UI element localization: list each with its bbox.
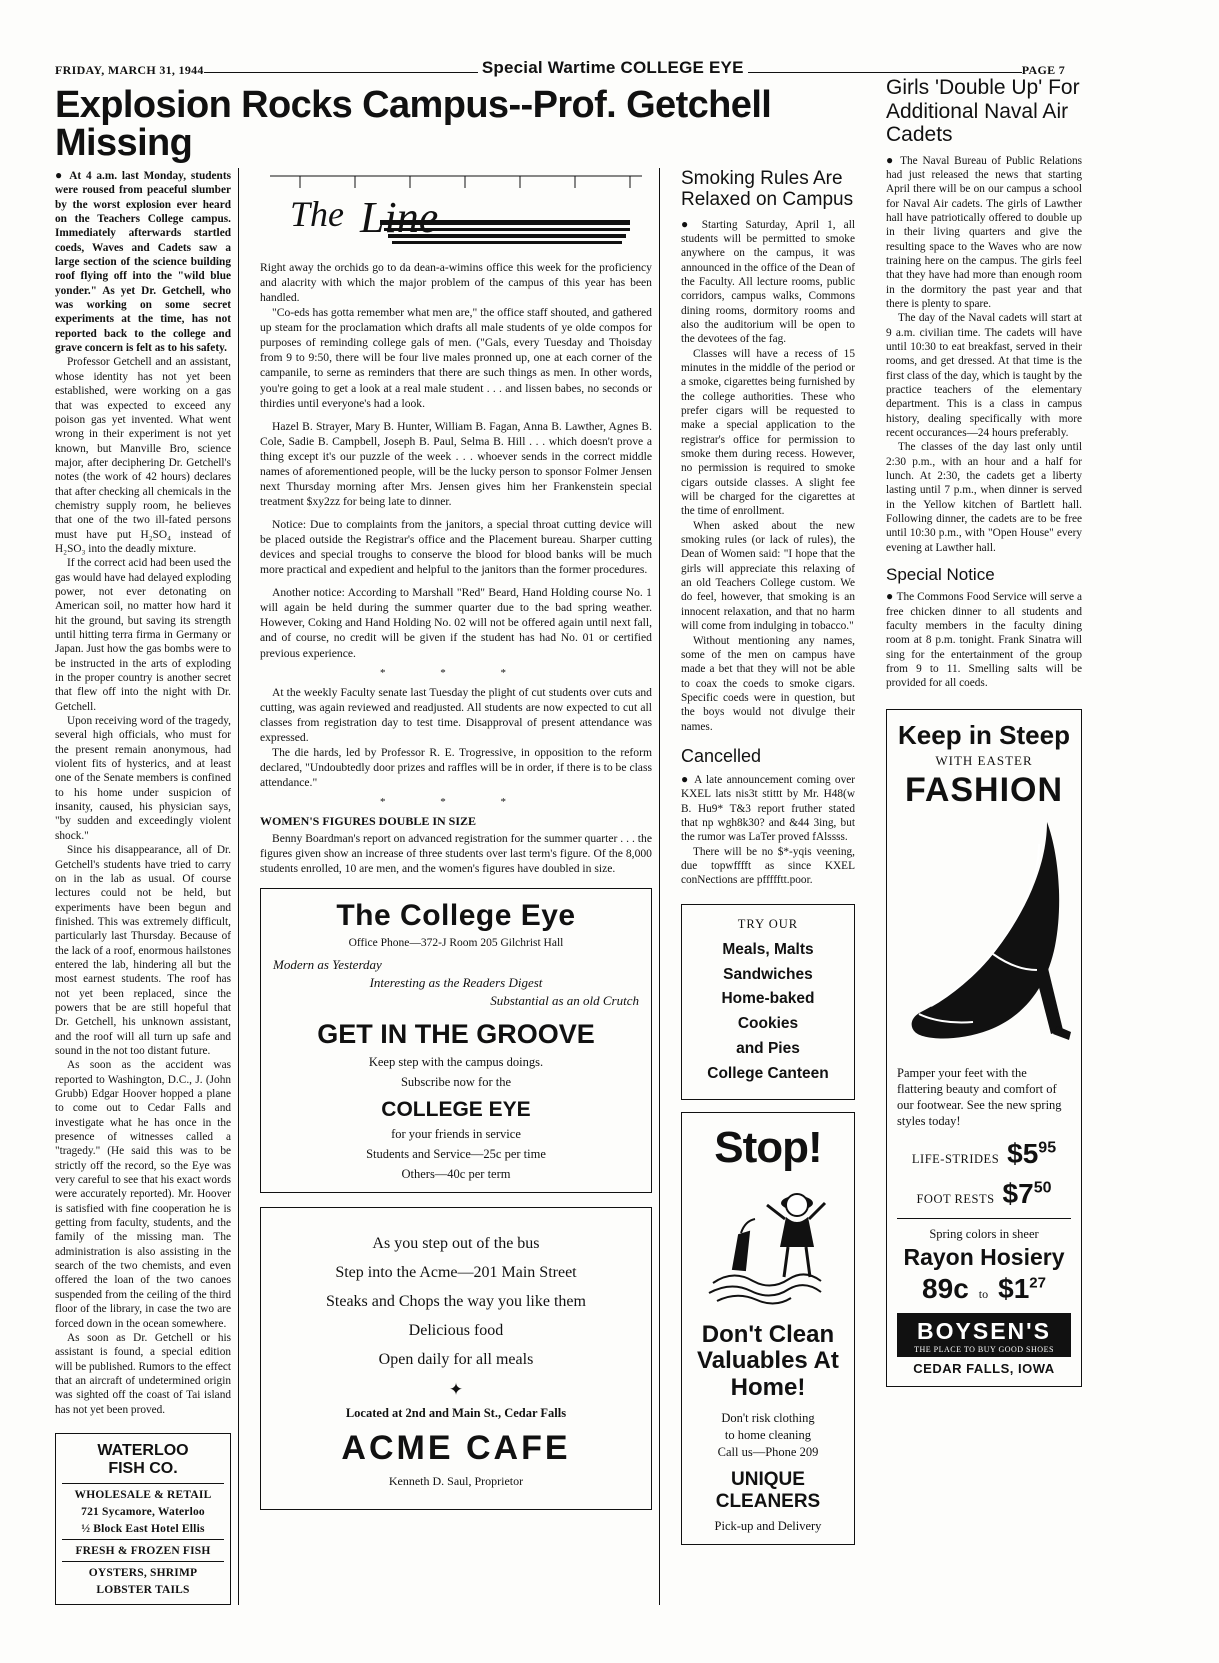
girls-headline: Girls 'Double Up' For Additional Naval Air Cadets bbox=[886, 76, 1080, 147]
store-city: CEDAR FALLS, IOWA bbox=[913, 1360, 1055, 1376]
smoking-paragraph: Without mentioning any names, some of the men on campus have made a bet that they will not be able to coax the coeds to smoke cigars. Specific coeds were in question, but the boys would not divulge their names. bbox=[680, 634, 855, 733]
divider bbox=[62, 1561, 224, 1562]
cleaners-name: UNIQUE CLEANERS bbox=[715, 1468, 821, 1512]
shoe-illustration bbox=[897, 814, 1071, 1059]
special-notice-headline: Special Notice bbox=[886, 565, 995, 585]
canteen-name: College Canteen bbox=[707, 1064, 829, 1082]
story-paragraph: As soon as Dr. Getchell or his assistant is found, a special edition will be published. Rumors to the effect that an aircraft of undetermined origin was sighted off the coast of Tai island has not yet been proved. bbox=[55, 1331, 231, 1416]
masthead-rule-right bbox=[748, 72, 1022, 73]
acme-line: Steaks and Chops the way you like them bbox=[326, 1293, 586, 1311]
ad-college-eye[interactable] bbox=[260, 888, 652, 1193]
story-paragraph: Since his disappearance, all of Dr. Getchell's students have tried to carry on in the lab as usual. Of course lectures could not be held, but experiments have been begun and finished. This was extremely difficult, particularly last Thursday. Because of the lack of a roof, enormous hailstones entered the lab, hindering all but the most earnest students. The roof has not yet been replaced, since the powers that be are still hopeful that Dr. Getchell, his unknown assistant, and the roof will all turn up safe and sound in the not too distant future. bbox=[55, 844, 231, 1057]
store-logo bbox=[897, 1313, 1071, 1357]
waterloo-line4: FRESH & FROZEN FISH bbox=[75, 1544, 211, 1557]
college-eye-line2: Subscribe now for the bbox=[400, 1075, 511, 1090]
masthead-date: FRIDAY, MARCH 31, 1944 bbox=[55, 63, 204, 77]
acme-line: Open daily for all meals bbox=[378, 1351, 534, 1369]
college-eye-tag3: Substantial as an old Crutch bbox=[490, 993, 639, 1009]
waterloo-line3: ½ Block East Hotel Ellis bbox=[81, 1522, 205, 1535]
waterloo-line6: LOBSTER TAILS bbox=[96, 1583, 190, 1596]
ad-unique-cleaners[interactable] bbox=[681, 1112, 855, 1545]
college-eye-phone: Office Phone—372-J Room 205 Gilchrist Hall bbox=[348, 937, 564, 950]
hosiery-name: Rayon Hosiery bbox=[903, 1243, 1065, 1270]
waterloo-line1: WHOLESALE & RETAIL bbox=[74, 1488, 212, 1501]
hosiery-price-high: $\$1^{27}$ bbox=[998, 1272, 1046, 1304]
masthead-page: PAGE 7 bbox=[1021, 63, 1065, 77]
smoking-paragraph: When asked about the new smoking rules (or lack of rules), the Dean of Women said: "I hope that the girls will appreciate this relaxing of an old Teachers College custom. We do feel, however, that smoking is an innocent relaxation, and that no harm will come from indulging in tobacco." bbox=[680, 519, 855, 633]
hosiery-price-low: 89c bbox=[922, 1272, 969, 1304]
college-eye-tag1: Modern as Yesterday bbox=[272, 957, 382, 973]
girls-paragraph: The classes of the day last only until 2:30 p.m., with an hour and a half for lunch. At 2:30, the cadets get a liberty lasting until 7 p.m., when dinner is served in the Yellow kitchen of Bartlett hall. Following dinner, the cadets are to be free until 10:30 p.m., with "Open House" every evening at Lawther hall. bbox=[886, 441, 1082, 554]
college-eye-subname: COLLEGE EYE bbox=[381, 1098, 531, 1122]
shoe-fashion-headline: FASHION bbox=[904, 770, 1064, 809]
cleaners-illustration bbox=[690, 1173, 846, 1318]
shoe-pamper-copy: Pamper your feet with the flattering beauty and comfort of our footwear. See the new spring styles today! bbox=[897, 1065, 1062, 1129]
column-smoking-cancelled bbox=[681, 168, 855, 1605]
girls-paragraph: ● The Naval Bureau of Public Relations had just released the news that starting April there will be on our campus a school for Naval Air cadets. The girls of Lawther hall have patriotically offered to double up in their living quarters and give the resulting space to the Waves who are now training here on the campus. The girls feel that they have had more than enough room in the dormitory the past year and that there is plenty to spare. bbox=[886, 152, 1083, 310]
canteen-item: Sandwiches bbox=[723, 965, 813, 983]
college-eye-title: The College Eye bbox=[336, 899, 576, 933]
cleaners-body3: Call us—Phone 209 bbox=[717, 1444, 819, 1459]
price-value-foot-rests: $\$7^{50}$ bbox=[1002, 1177, 1052, 1209]
girls-paragraph: The day of the Naval cadets will start at 9 a.m. civilian time. The cadets will have until 10:30 to eat breakfast, served in their rooms, and get dressed. At that time is the first class of the day, which is taught by the practice teachers of the elementary department. This is a class in campus history, dealing specifically with more recent occurances—24 hours preferably. bbox=[886, 312, 1082, 440]
star-divider: * * * bbox=[379, 796, 532, 808]
line-paragraph: Hazel B. Strayer, Mary B. Hunter, William B. Fagan, Anna B. Lawther, Agnes B. Cole, Sadie B. Campbell, Joseph B. Paul, Selma B. Hill . . . which doesn't prove a thing except it's our puzzle of the week . . . whoever sends in the correct middle names of aforementioned people, will be the lucky person to sponsor Folmer Jensen next Thursday morning after Mrs. Jensen gives him her Frankenstein special treatment $xy2zz for being late to dinner. bbox=[259, 419, 652, 508]
divider bbox=[62, 1483, 224, 1484]
smoking-paragraph: ● Starting Saturday, April 1, all students will be permitted to smoke anywhere on the campus, it was announced in the office of the Dean of the Faculty. All lecture rooms, public corridors, campus walks, Commons dining rooms, dormitory rooms and also the auditorium will be open to the devotees of the fag. bbox=[680, 216, 855, 346]
line-paragraph: "Co-eds has gotta remember what men are," the office staff shouted, and gathered up steam for the proclamation which drafts all male students of ye olde compos for purposes of reminding college gals of men. ("Gals, every Tuesday and Thoisday from 9 to 9:50, there will be four live males pronned up, one at each corner of the campanile, to serne as reminders that there are such things as men. In other words, you're going to get a look at a real male student . . . and lissen babes, no seconds or thirdies until everyone's had a look. bbox=[259, 306, 652, 410]
masthead bbox=[55, 58, 1065, 78]
canteen-item: Meals, Malts bbox=[722, 940, 814, 958]
star-ornament: ✦ bbox=[448, 1380, 464, 1400]
story-paragraph: Professor Getchell and an assistant, whose identity has not yet been established, were working on a gas that was expected to exceed any poison gas yet invented. What went wrong in their experiment is not yet known, but Manville Bro, science major, after deciphering Dr. Getchell's notes (the work of 42 hours) declares that after checking all chemicals in the chemistry supply room, he believes that one of the two ill-fated persons must have put H₂SO₄ instead of H₂SO₃ into the deadly mixture. bbox=[55, 356, 231, 555]
divider bbox=[62, 1539, 224, 1540]
canteen-item: Home-baked Cookies bbox=[721, 990, 815, 1033]
special-notice-paragraph: ● The Commons Food Service will serve a free chicken dinner to all students and faculty members in the faculty dining room at 8 p.m. tonight. Frank Sinatra will sing for the entertainment of the group from 9 to 11. Smelling salts will be provided for all coeds. bbox=[886, 589, 1082, 690]
ad-acme-cafe[interactable] bbox=[260, 1207, 652, 1510]
hosiery-price-to: to bbox=[978, 1286, 989, 1301]
waterloo-name-line1: WATERLOO bbox=[97, 1441, 189, 1459]
line-subhead: WOMEN'S FIGURES DOUBLE IN SIZE bbox=[259, 814, 477, 828]
the-line-logo bbox=[260, 168, 652, 254]
college-eye-tag2: Interesting as the Readers Digest bbox=[369, 975, 543, 991]
smoking-paragraph: Classes will have a recess of 15 minutes in the middle of the period or a smoke, cigarettes being furnished by the college authorities. These who prefer cigars will be requested to make a special application to the registrar's office for permission to smoke them during recess. However, no permission is required to smoke cigars outside classes. A slight fee will be charged for the cigarettes at the time of enrollment. bbox=[680, 347, 855, 518]
acme-line: As you step out of the bus bbox=[372, 1235, 540, 1253]
ad-boysens-shoes[interactable] bbox=[886, 709, 1082, 1387]
story-paragraph: As soon as the accident was reported to Washington, D.C., J. (John Grubb) Edgar Hoover hopped a plane to come out to Cedar Falls and investigate what he has once in the presence of witnesses called a "tragedy." (He said this was to be strictly off the record, so the Eye was very careful to see that his exact words were accurately reported). Mr. Hoover is satisfied with fine cooperation he is getting from faculty, students, and the family of the missing man. The administration is also assisting in the search of the two chemists, and even offered the loan of the two canoes suspended from the ceiling of the third floor of the library, in case the two are forced down in the ocean somewhere. bbox=[55, 1059, 231, 1330]
line-paragraph: At the weekly Faculty senate last Tuesday the plight of cut students over cuts and cutting, was again reviewed and readjusted. All students are now expected to cut all classes from registration day to test time. Disapproval of present attendance was expressed. bbox=[259, 685, 652, 744]
svg-text:Line: Line bbox=[359, 193, 439, 242]
college-eye-line4: Students and Service—25c per time bbox=[366, 1147, 546, 1162]
line-paragraph: Another notice: According to Marshall "Red" Beard, Hand Holding course No. 1 will again be held during the summer quarter due to the bad spring weather. However, Coking and Hand Holding No. 02 will not be offered again until next fall, and of course, no credit will be given if the student has had No. 01 or certified previous experience. bbox=[259, 586, 652, 660]
cleaners-body2: to home cleaning bbox=[724, 1428, 812, 1443]
column-naval-cadets bbox=[886, 78, 1082, 1387]
line-paragraph: Benny Boardman's report on advanced registration for the summer quarter . . . the figures given show an increase of three students over last term's figure. Of the 8,000 students enrolled, 10 are men, and the women's figures have doubled in size. bbox=[259, 832, 652, 876]
column-divider bbox=[238, 168, 239, 1605]
store-tagline: THE PLACE TO BUY GOOD SHOES bbox=[914, 1344, 1054, 1354]
ad-waterloo-fish[interactable] bbox=[55, 1433, 231, 1605]
store-name: BOYSEN'S bbox=[917, 1317, 1051, 1344]
price-value-life-strides: $\$5^{95}$ bbox=[1007, 1137, 1057, 1169]
cleaners-pickup: Pick-up and Delivery bbox=[714, 1518, 822, 1533]
column-divider bbox=[659, 168, 660, 1605]
waterloo-name-line2: FISH CO. bbox=[108, 1460, 178, 1478]
college-eye-groove: GET IN THE GROOVE bbox=[317, 1019, 595, 1050]
acme-location: Located at 2nd and Main St., Cedar Falls bbox=[345, 1406, 567, 1421]
canteen-try-label: TRY OUR bbox=[737, 916, 799, 931]
smoking-headline: Smoking Rules Are Relaxed on Campus bbox=[680, 168, 854, 211]
waterloo-line2: 721 Sycamore, Waterloo bbox=[81, 1505, 205, 1518]
college-eye-line3: for your friends in service bbox=[391, 1127, 521, 1142]
acme-line: Delicious food bbox=[408, 1322, 504, 1340]
price-label-life-strides: LIFE-STRIDES bbox=[911, 1151, 1000, 1166]
canteen-item: and Pies bbox=[736, 1040, 800, 1057]
star-divider: * * * bbox=[379, 666, 532, 679]
column-main-story bbox=[55, 168, 231, 1605]
shoe-price-row bbox=[897, 1138, 1071, 1170]
cancelled-headline: Cancelled bbox=[680, 745, 762, 766]
college-eye-line1: Keep step with the campus doings. bbox=[368, 1055, 544, 1070]
story-paragraph: ● At 4 a.m. last Monday, students were roused from peaceful slumber by the worst explosion ever heard on the Teachers College campus. Immediately afterwards startled coeds, Waves and Cadets saw a large section of the science building roof flying off into the "wild blue yonder." As yet Dr. Getchell, who was working on some secret experiments at the time, has not reported back to the college and grave concern is felt as to his safety. bbox=[55, 168, 232, 355]
hosiery-spring-label: Spring colors in sheer bbox=[929, 1226, 1039, 1241]
college-eye-line5: Others—40c per term bbox=[401, 1167, 511, 1182]
column-the-line bbox=[260, 168, 652, 1605]
cleaners-stop: Stop! bbox=[714, 1122, 822, 1172]
masthead-rule-left bbox=[204, 72, 478, 73]
story-paragraph: If the correct acid had been used the gas would have had delayed exploding power, not ever detonating on American soil, no matter how hard it hit the ground, but saving its strength until hitting terra firma in Germany or Japan. Just how the gas bombs were to be instructed in the arts of exploding in the proper country is another secret that flew off into the night with Dr. Getchell. bbox=[55, 557, 231, 713]
hosiery-price-row bbox=[897, 1273, 1071, 1305]
waterloo-line5: OYSTERS, SHRIMP bbox=[88, 1566, 198, 1579]
cleaners-headline: Don't Clean Valuables At Home! bbox=[697, 1320, 839, 1402]
masthead-title: Special Wartime COLLEGE EYE bbox=[481, 58, 744, 77]
main-headline: Explosion Rocks Campus--Prof. Getchell Missing bbox=[55, 84, 772, 164]
price-label-foot-rests: FOOT RESTS bbox=[916, 1191, 995, 1206]
line-paragraph: Right away the orchids go to da dean-a-wimins office this week for the proficiency and alacrity with which the major problem of the campus of this year has been handled. bbox=[259, 261, 652, 305]
shoe-with-label: WITH EASTER bbox=[935, 752, 1033, 768]
line-paragraph: Notice: Due to complaints from the janitors, a special throat cutting device will be placed outside the Registrar's office and the Placement bureau. Sharper cutting devices and special troughs to conserve the blood for blood banks will be much more practical and expedient and helpful to the janitors than the former procedures. bbox=[259, 518, 652, 577]
cancelled-paragraph: ● A late announcement coming over KXEL lats nis3t stittt by Mr. H48(w B. Hu9* T&3 report fruther stated that np wgh8k30? and &44 3ing, but the rumor was LaTer proved fAlssss. bbox=[680, 772, 855, 844]
svg-text:The: The bbox=[289, 194, 344, 234]
acme-line: Step into the Acme—201 Main Street bbox=[335, 1264, 577, 1282]
story-paragraph: Upon receiving word of the tragedy, several high officials, who must for the present remain anonymous, had violent fits of hysterics, and at least one of the Senate members is confined to his home under suspicion of insanity, caused, his physician says, "by sudden and exceedingly violent shock." bbox=[55, 715, 231, 842]
cleaners-body1: Don't risk clothing bbox=[721, 1411, 815, 1426]
shoe-keep-headline: Keep in Steep bbox=[898, 719, 1070, 750]
divider bbox=[897, 1218, 1071, 1219]
ad-college-canteen[interactable] bbox=[681, 904, 855, 1100]
cancelled-paragraph: There will be no $*-yqis veening, due topwfffft as since KXEL conNections are pffffftt.poor. bbox=[680, 845, 855, 887]
line-paragraph: The die hards, led by Professor R. E. Trogressive, in opposition to the reform declared, "Undoubtedly door prizes and raffles will be in order, if there is to be class attendance." bbox=[259, 745, 652, 789]
shoe-price-row bbox=[897, 1178, 1071, 1210]
acme-proprietor: Kenneth D. Saul, Proprietor bbox=[388, 1474, 524, 1489]
acme-name: ACME CAFE bbox=[341, 1429, 571, 1468]
